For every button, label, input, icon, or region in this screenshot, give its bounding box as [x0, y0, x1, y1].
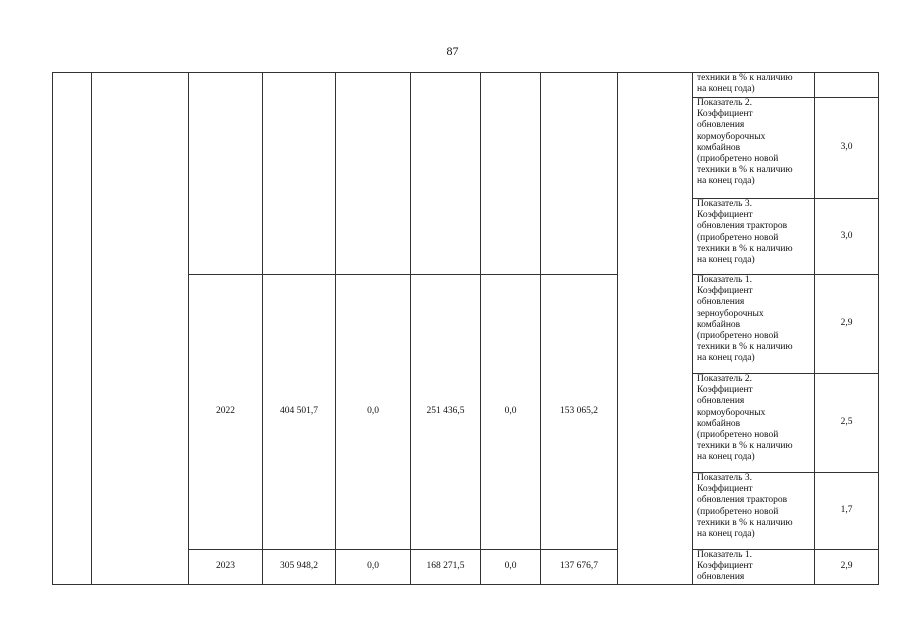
regional-budget-cell: 251 436,5	[411, 275, 481, 550]
local-budget-cell: 0,0	[481, 550, 541, 585]
total-cell	[263, 73, 336, 275]
regional-budget-cell: 168 271,5	[411, 550, 481, 585]
indicator-cell: техники в % к наличию на конец года)	[693, 73, 815, 98]
other-sources-cell: 137 676,7	[541, 550, 618, 585]
regional-budget-cell	[411, 73, 481, 275]
local-budget-cell	[481, 73, 541, 275]
year-cell: 2022	[189, 275, 263, 550]
federal-budget-cell: 0,0	[336, 275, 411, 550]
page-number: 87	[446, 44, 459, 58]
indicator-cell: Показатель 3. Коэффициент обновления тракторов (приобретено новой техники в % к наличию на конец года)	[693, 199, 815, 275]
other-sources-cell: 153 065,2	[541, 275, 618, 550]
indicator-value: 1,7	[815, 473, 879, 550]
indicator-cell: Показатель 2. Коэффициент обновления кормоуборочных комбайнов (приобретено новой техники в % к наличию на конец года)	[693, 374, 815, 473]
indicator-value: 2,9	[815, 550, 879, 585]
indicator-cell: Показатель 1. Коэффициент обновления	[693, 550, 815, 585]
other-sources-cell	[541, 73, 618, 275]
indicator-cell: Показатель 1. Коэффициент обновления зерноуборочных комбайнов (приобретено новой техники в % к наличию на конец года)	[693, 275, 815, 374]
name-cell	[92, 73, 189, 585]
local-budget-cell: 0,0	[481, 275, 541, 550]
indicator-cell: Показатель 2. Коэффициент обновления кормоуборочных комбайнов (приобретено новой техники в % к наличию на конец года)	[693, 98, 815, 199]
executor-cell	[618, 73, 693, 585]
indicator-value: 2,9	[815, 275, 879, 374]
indicator-value: 3,0	[815, 199, 879, 275]
year-cell: 2023	[189, 550, 263, 585]
indicator-value: 3,0	[815, 98, 879, 199]
indicator-value	[815, 73, 879, 98]
federal-budget-cell: 0,0	[336, 550, 411, 585]
total-cell: 305 948,2	[263, 550, 336, 585]
table-row	[53, 73, 879, 98]
total-cell: 404 501,7	[263, 275, 336, 550]
program-table	[52, 72, 879, 585]
year-cell	[189, 73, 263, 275]
federal-budget-cell	[336, 73, 411, 275]
indicator-value: 2,5	[815, 374, 879, 473]
indicator-cell: Показатель 3. Коэффициент обновления тракторов (приобретено новой техники в % к наличию на конец года)	[693, 473, 815, 550]
number-cell	[53, 73, 92, 585]
